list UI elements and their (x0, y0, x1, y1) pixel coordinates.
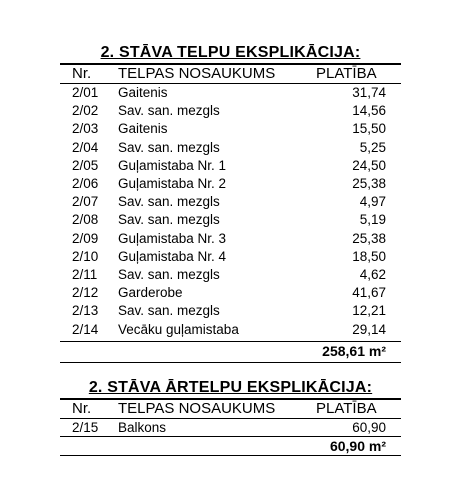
section1-header-nr: Nr. (72, 65, 92, 82)
room-name: Sav. san. mezgls (118, 212, 220, 228)
table-row (0, 102, 465, 119)
room-name: Sav. san. mezgls (118, 194, 220, 210)
section1-rows-end-rule (60, 341, 401, 342)
room-area: 29,14 (352, 321, 386, 337)
room-name: Garderobe (118, 285, 183, 301)
room-area: 25,38 (352, 230, 386, 246)
table-row (0, 230, 465, 247)
table-row (0, 211, 465, 228)
room-number: 2/04 (72, 139, 99, 155)
section1-total-rule (60, 362, 401, 363)
room-number: 2/11 (72, 267, 98, 282)
room-number: 2/12 (72, 285, 99, 301)
room-number: 2/13 (72, 303, 99, 319)
section2-header-area: PLATĪBA (316, 400, 377, 417)
room-name: Sav. san. mezgls (118, 103, 220, 119)
table-row (0, 419, 465, 436)
section2-header-name: TELPAS NOSAUKUMS (118, 400, 276, 417)
table-row (0, 266, 465, 283)
room-area: 14,56 (352, 103, 386, 119)
room-area: 60,90 (352, 420, 386, 435)
room-number: 2/07 (72, 194, 99, 210)
room-name: Gaitenis (118, 121, 168, 137)
table-row (0, 193, 465, 210)
room-number: 2/01 (72, 85, 99, 100)
room-number: 2/06 (72, 176, 99, 191)
section2-title: 2. STĀVA ĀRTELPU EKSPLIKĀCIJA: (88, 379, 373, 396)
room-area: 5,19 (359, 212, 386, 228)
room-area: 24,50 (352, 157, 386, 173)
room-name: Sav. san. mezgls (118, 267, 220, 282)
room-name: Guļamistaba Nr. 3 (118, 230, 227, 246)
room-name: Vecāku guļamistaba (118, 321, 239, 337)
room-number: 2/02 (72, 103, 99, 119)
table-row (0, 302, 465, 319)
room-name: Gaitenis (118, 85, 168, 100)
room-area: 18,50 (352, 248, 386, 264)
room-area: 15,50 (352, 121, 386, 137)
section1-header-area: PLATĪBA (316, 65, 377, 82)
room-name: Balkons (118, 420, 167, 435)
room-area: 41,67 (352, 285, 386, 301)
table-row (0, 248, 465, 265)
room-name: Guļamistaba Nr. 1 (118, 157, 227, 173)
room-area: 12,21 (352, 303, 386, 319)
section2-total-rule (60, 455, 401, 456)
room-area: 5,25 (359, 139, 386, 155)
section2-total: 60,90 m² (329, 438, 386, 454)
room-number: 2/14 (72, 321, 99, 337)
table-row (0, 139, 465, 156)
table-row (0, 175, 465, 192)
room-name: Guļamistaba Nr. 2 (118, 176, 227, 191)
room-number: 2/10 (72, 248, 99, 264)
room-name: Sav. san. mezgls (118, 139, 220, 155)
room-number: 2/15 (72, 420, 99, 435)
section2-rows-end-rule (60, 436, 401, 437)
room-area: 4,62 (359, 267, 386, 282)
section2-header-nr: Nr. (72, 400, 92, 417)
room-area: 25,38 (352, 176, 386, 191)
room-name: Guļamistaba Nr. 4 (118, 248, 227, 264)
room-number: 2/08 (72, 212, 99, 228)
table-row (0, 120, 465, 137)
room-name: Sav. san. mezgls (118, 303, 220, 319)
room-area: 31,74 (352, 85, 386, 100)
table-row (0, 84, 465, 101)
room-number: 2/05 (72, 157, 99, 173)
table-row (0, 157, 465, 174)
room-area: 4,97 (359, 194, 386, 210)
room-number: 2/09 (72, 230, 99, 246)
room-number: 2/03 (72, 121, 99, 137)
section1-title: 2. STĀVA TELPU EKSPLIKĀCIJA: (100, 44, 361, 61)
section1-total: 258,61 m² (322, 343, 386, 359)
table-row (0, 284, 465, 301)
section1-header-name: TELPAS NOSAUKUMS (118, 65, 276, 82)
table-row (0, 321, 465, 338)
